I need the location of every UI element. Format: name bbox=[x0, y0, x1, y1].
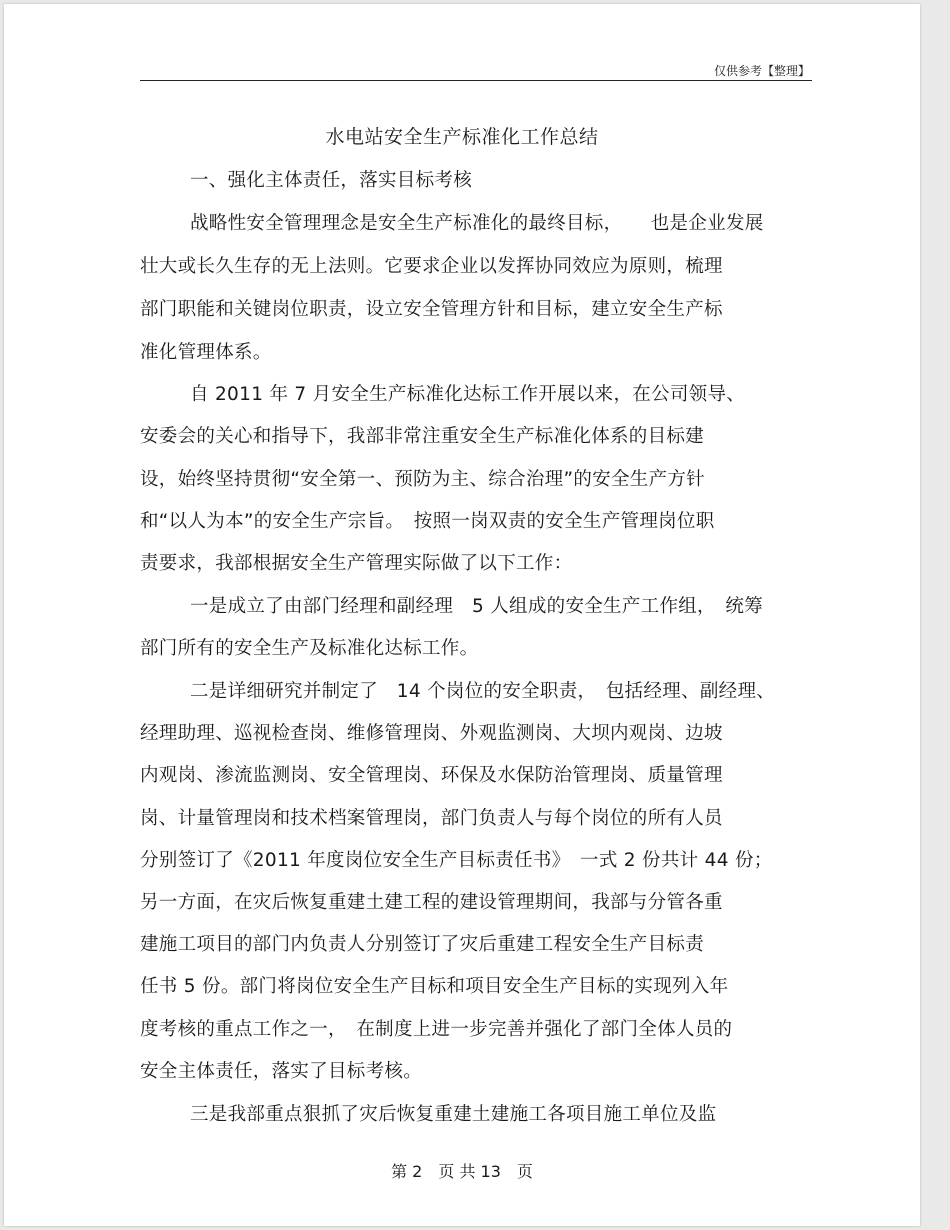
paragraph-line: 三是我部重点狠抓了灾后恢复重建土建施工各项目施工单位及监 bbox=[190, 1104, 717, 1125]
paragraph-line: 二是详细研究并制定了 14 个岗位的安全职责， 包括经理、副经理、 bbox=[190, 681, 776, 702]
paragraph-line: 安委会的关心和指导下，我部非常注重安全生产标准化体系的目标建 bbox=[140, 426, 705, 447]
paragraph-line: 准化管理体系。 bbox=[140, 342, 272, 363]
paragraph-line: 壮大或长久生存的无上法则。它要求企业以发挥协同效应为原则，梳理 bbox=[140, 256, 723, 277]
paragraph-line: 另一方面，在灾后恢复重建土建工程的建设管理期间，我部与分管各重 bbox=[140, 892, 723, 913]
paragraph-line: 责要求，我部根据安全生产管理实际做了以下工作： bbox=[140, 553, 573, 574]
page-number: 第 2 页 共 13 页 bbox=[391, 1162, 533, 1181]
header-note: 仅供参考【整理】 bbox=[713, 64, 810, 78]
paragraph-line: 建施工项目的部门内负责人分别签订了灾后重建工程安全生产目标责 bbox=[140, 934, 705, 955]
paragraph-line: 设，始终坚持贯彻“安全第一、预防为主、综合治理”的安全生产方针 bbox=[140, 469, 705, 490]
header-divider bbox=[140, 80, 812, 81]
paragraph-line: 度考核的重点工作之一， 在制度上进一步完善并强化了部门全体人员的 bbox=[140, 1019, 733, 1040]
paragraph-line: 内观岗、渗流监测岗、安全管理岗、环保及水保防治管理岗、质量管理 bbox=[140, 765, 723, 786]
paragraph-line: 自 2011 年 7 月安全生产标准化达标工作开展以来，在公司领导、 bbox=[190, 384, 746, 405]
paragraph-line: 一是成立了由部门经理和副经理 5 人组成的安全生产工作组， 统筹 bbox=[190, 596, 764, 617]
section-heading: 一、强化主体责任，落实目标考核 bbox=[190, 170, 473, 191]
paragraph-line: 战略性安全管理理念是安全生产标准化的最终目标， 也是企业发展 bbox=[190, 213, 764, 234]
paragraph-line: 分别签订了《2011 年度岗位安全生产目标责任书》 一式 2 份共计 44 份； bbox=[140, 850, 773, 871]
paragraph-line: 任书 5 份。部门将岗位安全生产目标和项目安全生产目标的实现列入年 bbox=[140, 976, 729, 997]
paragraph-line: 安全主体责任，落实了目标考核。 bbox=[140, 1061, 423, 1082]
paragraph-line: 部门职能和关键岗位职责，设立安全管理方针和目标，建立安全生产标 bbox=[140, 299, 723, 320]
paragraph-line: 经理助理、巡视检查岗、维修管理岗、外观监测岗、大坝内观岗、边坡 bbox=[140, 723, 723, 744]
document-title: 水电站安全生产标准化工作总结 bbox=[325, 126, 599, 148]
paragraph-line: 部门所有的安全生产及标准化达标工作。 bbox=[140, 638, 479, 659]
paragraph-line: 岗、计量管理岗和技术档案管理岗，部门负责人与每个岗位的所有人员 bbox=[140, 808, 723, 829]
document-page bbox=[4, 4, 920, 1226]
paragraph-line: 和“以人为本”的安全生产宗旨。 按照一岗双责的安全生产管理岗位职 bbox=[140, 511, 715, 532]
